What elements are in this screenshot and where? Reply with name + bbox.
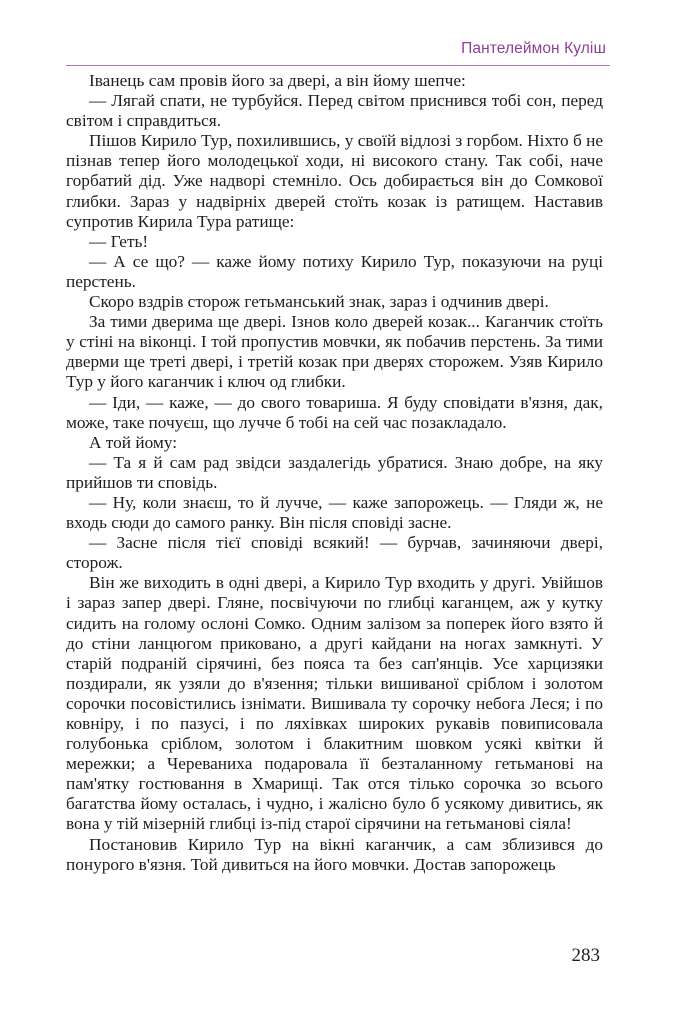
- paragraph: — Іди, — каже, — до свого товариша. Я буду сповідати в'язня, дак, може, таке почуєш, що лучче б тобі на сей час позакладало.: [66, 392, 603, 432]
- paragraph: — Лягай спати, не турбуйся. Перед світом приснився тобі сон, перед світом і справдиться.: [66, 91, 603, 131]
- header-author: Пантелеймон Куліш: [461, 40, 606, 57]
- paragraph: — Засне після тієї сповіді всякий! — бурчав, зачиняючи двері, сторож.: [66, 533, 603, 573]
- paragraph: Постановив Кирило Тур на вікні каганчик, а сам зблизився до понурого в'язня. Той дивиться на його мовчки. Достав запорожець: [66, 834, 603, 874]
- paragraph: Іванець сам провів його за двері, а він йому шепче:: [89, 71, 466, 90]
- running-header: [66, 37, 610, 66]
- paragraph: — Та я й сам рад звідси заздалегідь убратися. Знаю добре, на яку прийшов ти сповідь.: [66, 452, 603, 492]
- page-number: 283: [571, 945, 600, 966]
- paragraph: Скоро вздрів сторож гетьманський знак, зараз і одчинив двері.: [89, 292, 549, 312]
- paragraph: — А се що? — каже йому потиху Кирило Тур, показуючи на руці перстень.: [66, 251, 603, 291]
- paragraph: — Ну, коли знаєш, то й лучче, — каже запорожець. — Гляди ж, не входь сюди до самого ранку. Він після сповіді засне.: [66, 492, 603, 533]
- paragraph: А той йому:: [89, 432, 178, 452]
- paragraph: Він же виходить в одні двері, а Кирило Тур входить у другі. Увійшов і зараз запер двері. Гляне, посвічуючи по глибці каганцем, аж у кутку сидить на голому ослоні Сомко. Одним залізом за поперек його взято й до стіни ланцюгом приковано, а другі кайдани на ногах замкнуті. У старій подраній сірячині, без пояса та без сап'янців. Усе харцизяки поздирали, як узяли до в'язення; тільки вишиваної сріблом і золотом сорочки посовістились ізнімати. Вишивала ту сорочку небога Леся; і по ковніру, і по пазусі, і по ляхівках широких рукавів повиписовала голубонька сріблом, золотом і блакитним шовком усякі квітки й мережки; а Череваниха подаровала її безталанному гетьманові на пам'ятку гостювання в Хмарищі. Так отся тілько сорочка зо всього багатства йому осталась, і чудно, і жалісно було б усякому дивитись, як вона у тій мізерній глибці із-під старої сірячини на гетьманові сіяла!: [66, 573, 603, 834]
- paragraph: Пішов Кирило Тур, похилившись, у своїй відлозі з горбом. Ніхто б не пізнав тепер його молодецької ходи, ні високого стану. Так собі, наче горбатий дід. Уже надворі стемніло. Ось добирається він до Сомкової глибки. Зараз у надвірніх дверей стоїть козак із ратищем. Наставив супротив Кирила Тура ратище:: [66, 131, 603, 231]
- paragraph: — Геть!: [89, 231, 149, 251]
- body-text: [66, 71, 603, 875]
- paragraph: За тими дверима ще двері. Ізнов коло дверей козак... Каганчик стоїть у стіні на віконці. І той пропустив мовчки, як побачив перстень. За тими дверми ще треті двері, і третій козак при дверях сторожем. Узяв Кирило Тур у його каганчик і ключ од глибки.: [66, 312, 603, 392]
